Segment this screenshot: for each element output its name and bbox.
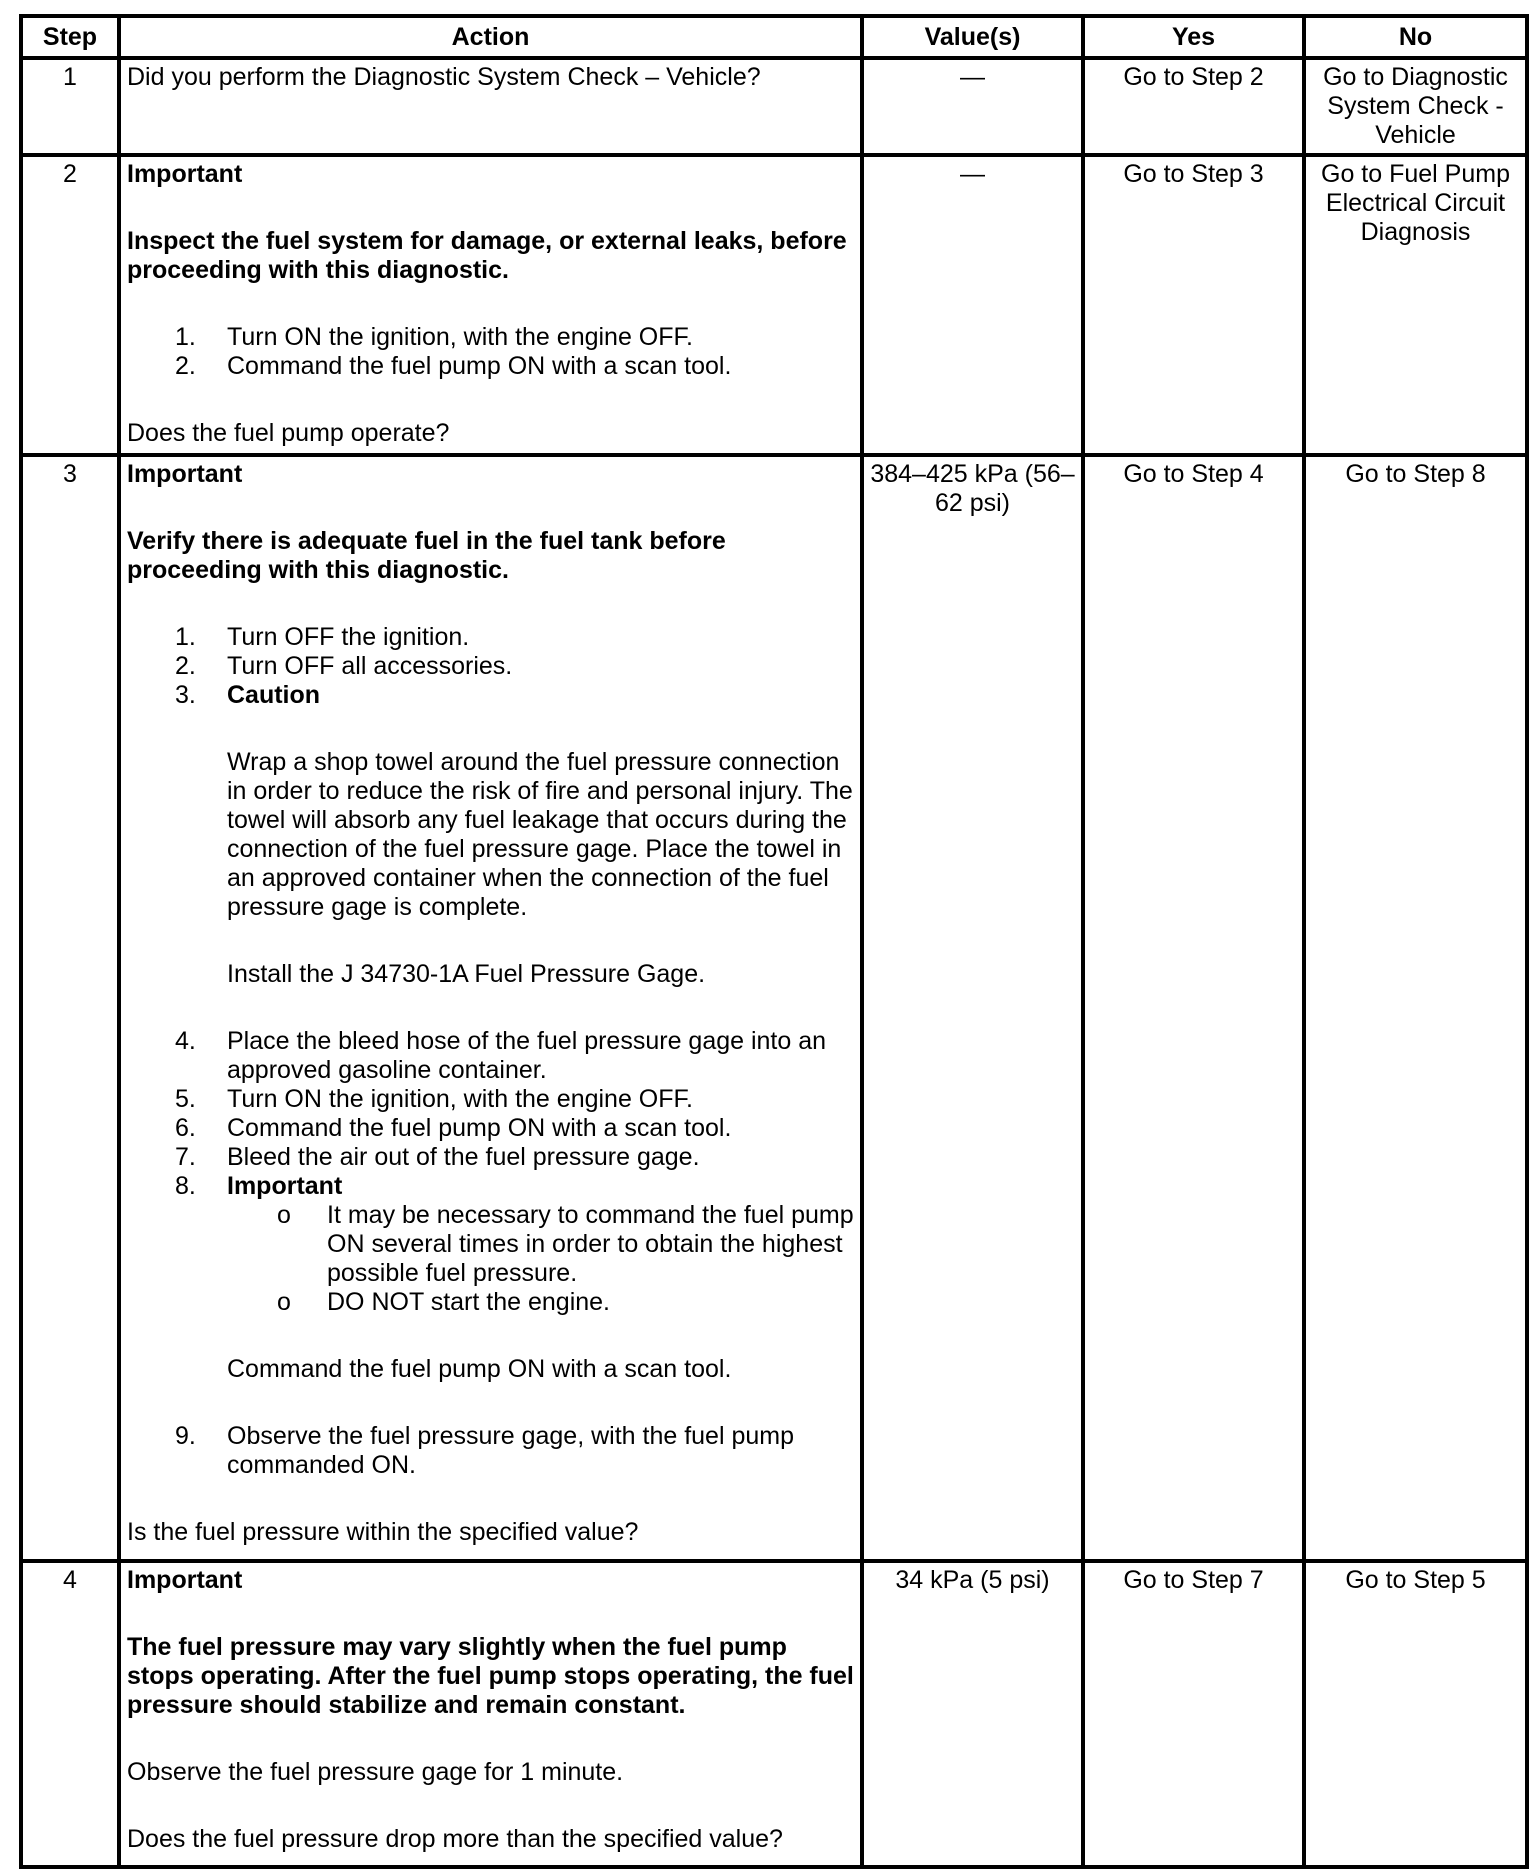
bullet-mark: o	[277, 1288, 291, 1317]
yes-cell: Go to Step 7	[1083, 1561, 1304, 1867]
header-row	[21, 16, 1527, 58]
item-number: 1.	[175, 323, 196, 352]
important-label: Important	[227, 1172, 343, 1201]
action-cell	[119, 155, 862, 455]
action-question: Does the fuel pressure drop more than the specified value?	[127, 1824, 783, 1853]
item-text: Observe the fuel pressure gage, with the fuel pump commanded ON.	[227, 1422, 794, 1480]
list-item	[127, 623, 854, 652]
yes-cell: Go to Step 3	[1083, 155, 1304, 455]
item-text: Place the bleed hose of the fuel pressure gage into an approved gasoline container.	[227, 1027, 827, 1085]
item-text: Turn OFF all accessories.	[227, 652, 513, 681]
diagnostic-table	[19, 14, 1529, 1869]
item-text: Command the fuel pump ON with a scan tool.	[227, 352, 732, 381]
item-text: Turn OFF the ignition.	[227, 623, 470, 652]
item-number: 9.	[175, 1422, 196, 1451]
action-question: Is the fuel pressure within the specified value?	[127, 1518, 639, 1547]
header-action: Action	[119, 16, 862, 58]
important-text: The fuel pressure may vary slightly when the fuel pump stops operating. After the fuel pump stops operating, the fuel pressure should stabilize and remain constant.	[127, 1632, 854, 1719]
list-item	[127, 323, 854, 352]
item-text: Command the fuel pump ON with a scan tool.	[227, 1114, 732, 1143]
bullet-mark: o	[277, 1201, 291, 1230]
table-row-step-3	[21, 455, 1527, 1560]
no-cell: Go to Diagnostic System Check - Vehicle	[1304, 58, 1527, 155]
value-cell: —	[862, 155, 1083, 455]
item-text: Turn ON the ignition, with the engine OFF.	[227, 1085, 693, 1114]
item-number: 6.	[175, 1114, 196, 1143]
list-item	[127, 1027, 854, 1085]
value-cell: —	[862, 58, 1083, 155]
item-text: Bleed the air out of the fuel pressure gage.	[227, 1143, 700, 1172]
caution-text: Wrap a shop towel around the fuel pressure connection in order to reduce the risk of fire and personal injury. The towel will absorb any fuel leakage that occurs during the connection of the fuel pressure gage. Place the towel in an approved container when the connection of the fuel pressure gage is complete.	[227, 748, 853, 922]
list-item	[127, 1172, 854, 1422]
item-number: 7.	[175, 1143, 196, 1172]
table-row-step-1	[21, 58, 1527, 155]
bullet-item	[127, 1201, 854, 1288]
action-cell	[119, 58, 862, 155]
list-item	[127, 1085, 854, 1114]
header-step: Step	[21, 16, 119, 58]
bullet-item	[127, 1288, 854, 1317]
bullet-text: DO NOT start the engine.	[327, 1288, 610, 1317]
header-no: No	[1304, 16, 1527, 58]
table-row-step-4	[21, 1561, 1527, 1867]
item-followup: Command the fuel pump ON with a scan tool.	[227, 1355, 732, 1384]
value-cell: 34 kPa (5 psi)	[862, 1561, 1083, 1867]
bullet-list	[127, 1201, 854, 1317]
item-followup: Install the J 34730-1A Fuel Pressure Gage.	[227, 960, 706, 989]
value-cell: 384–425 kPa (56–62 psi)	[862, 455, 1083, 1560]
important-label: Important	[127, 1565, 243, 1594]
no-cell: Go to Fuel Pump Electrical Circuit Diagnosis	[1304, 155, 1527, 455]
step-number: 4	[21, 1561, 119, 1867]
no-cell: Go to Step 8	[1304, 455, 1527, 1560]
no-cell: Go to Step 5	[1304, 1561, 1527, 1867]
important-label: Important	[127, 460, 243, 489]
item-number: 1.	[175, 623, 196, 652]
list-item	[127, 1143, 854, 1172]
important-text: Inspect the fuel system for damage, or external leaks, before proceeding with this diagnostic.	[127, 227, 847, 285]
action-question: Does the fuel pump operate?	[127, 419, 450, 448]
instruction-list	[127, 323, 854, 381]
list-item	[127, 352, 854, 381]
list-item	[127, 1422, 854, 1480]
item-number: 5.	[175, 1085, 196, 1114]
yes-cell: Go to Step 4	[1083, 455, 1304, 1560]
important-text: Verify there is adequate fuel in the fuel tank before proceeding with this diagnostic.	[127, 527, 726, 585]
instruction-list	[127, 623, 854, 1480]
step-number: 1	[21, 58, 119, 155]
header-values: Value(s)	[862, 16, 1083, 58]
yes-cell: Go to Step 2	[1083, 58, 1304, 155]
item-number: 4.	[175, 1027, 196, 1056]
item-number: 2.	[175, 352, 196, 381]
action-question: Did you perform the Diagnostic System Check – Vehicle?	[127, 63, 761, 91]
item-number: 3.	[175, 681, 196, 710]
step-number: 3	[21, 455, 119, 1560]
action-instruction: Observe the fuel pressure gage for 1 minute.	[127, 1757, 624, 1786]
list-item	[127, 681, 854, 1027]
important-label: Important	[127, 160, 243, 189]
item-text: Turn ON the ignition, with the engine OFF.	[227, 323, 693, 352]
list-item	[127, 1114, 854, 1143]
header-yes: Yes	[1083, 16, 1304, 58]
action-cell	[119, 1561, 862, 1867]
item-number: 2.	[175, 652, 196, 681]
step-number: 2	[21, 155, 119, 455]
table-row-step-2	[21, 155, 1527, 455]
list-item	[127, 652, 854, 681]
caution-label: Caution	[227, 681, 321, 710]
item-number: 8.	[175, 1172, 196, 1201]
action-cell	[119, 455, 862, 1560]
bullet-text: It may be necessary to command the fuel pump ON several times in order to obtain the highest possible fuel pressure.	[327, 1201, 854, 1288]
